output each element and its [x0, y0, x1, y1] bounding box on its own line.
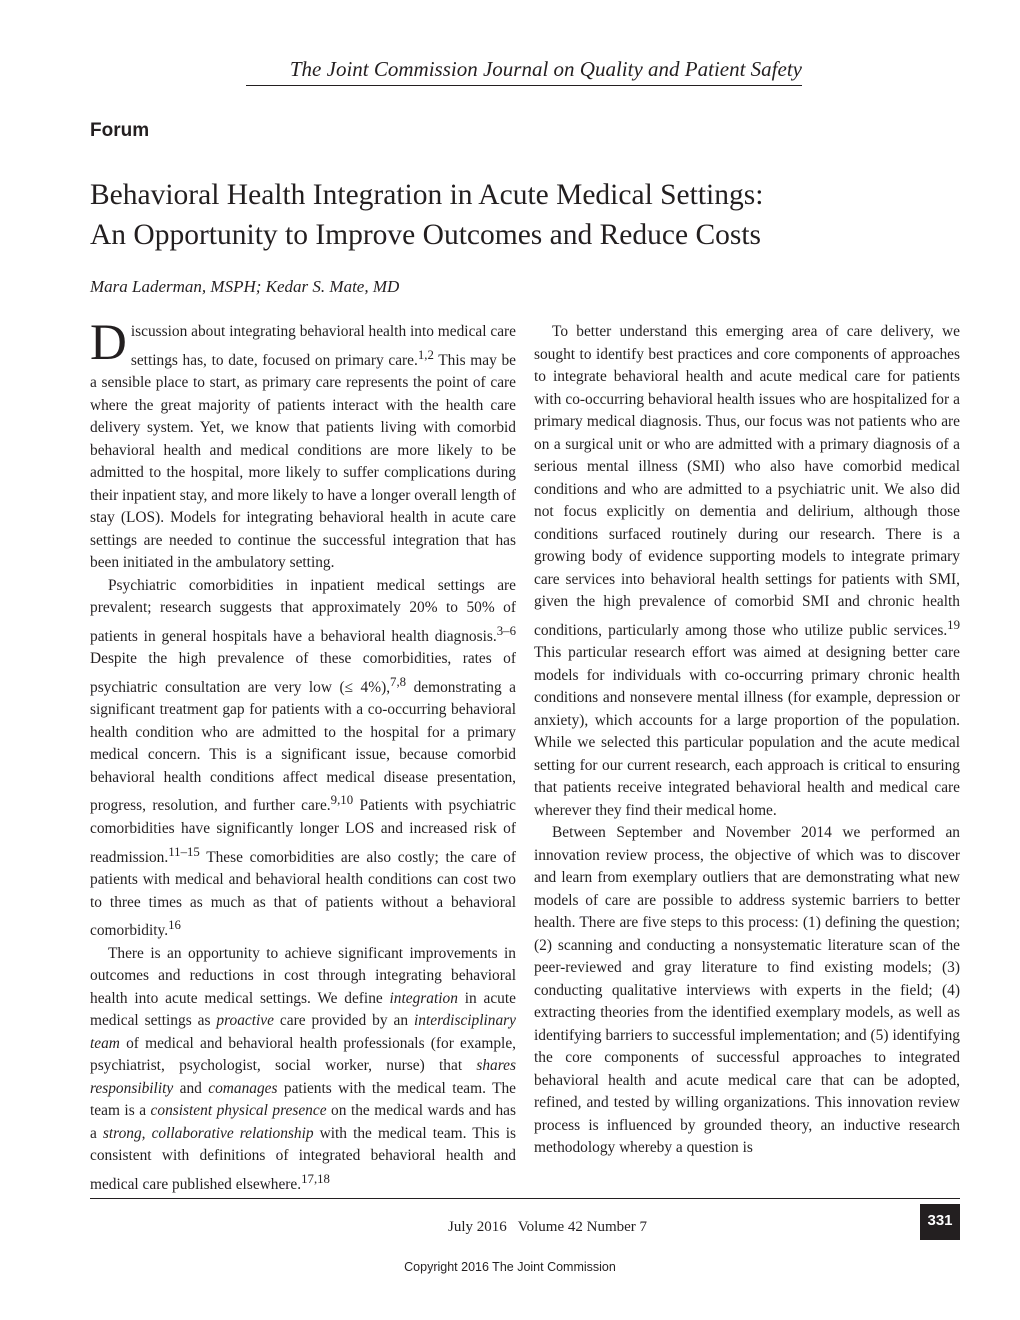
article-authors: Mara Laderman, MSPH; Kedar S. Mate, MD — [90, 277, 400, 296]
citation: 17,18 — [301, 1171, 330, 1186]
left-column — [90, 315, 517, 1196]
citation: 9,10 — [330, 793, 354, 808]
citation: 7,8 — [390, 674, 407, 689]
drop-cap: D — [90, 315, 127, 371]
citation: 1,2 — [417, 347, 434, 362]
section-label: Forum — [90, 120, 150, 141]
citation: 16 — [168, 918, 181, 933]
article-title — [90, 175, 950, 255]
paragraph-5: Between September and November 2014 we performed an innovation review process, the objective of which was to discover and learn from exemplary outliers that are demonstrating what new models of care are possible to address systemic barriers to better health. There are five steps to this process: (1) defining the question; (2) scanning and conducting a nonsystematic literature scan of the peer-reviewed and gray literature to find existing models; (3) conducting qualitative interviews with experts in the field; (4) extracting theories from the identified exemplary models, as well as identifying barriers to successful implementation; and (5) identifying the core components of successful approaches to integrated behavioral health and acute medical care that can be adopted, refined, and tested by willing organizations. This innovation review process is influenced by grounded theory, an inductive research methodology whereby a question is — [534, 824, 960, 1157]
paragraph-3: There is an opportunity to achieve significant improvements in outcomes and reductions in cost through integrating behavioral health into acute medical settings. We define integration in acute medical settings as proactive care provided by an interdisciplinary team of medical and behavioral health professionals (for example, psychiatrist, psychologist, social worker, nurse) that shares responsibility and comanages patients with the medical team. The team is a consistent physical presence on the medical wards and has a strong, collaborative relationship with the medical team. This is consistent with definitions of integrated behavioral health and medical care published elsewhere.$^{17,18}$ — [90, 944, 517, 1193]
paragraph-1: Discussion about integrating behavioral health into medical care settings has, to date, focused on primary care.$^{1,2}$ This may be a sensible place to start, as primary care represents the point of care where the great majority of patients interact with the health care delivery system. Yet, we know that patients living with comorbid behavioral health and medical conditions are more likely to be admitted to the hospital, more likely to suffer complications during their inpatient stay, and more likely to have a longer overall length of stay (LOS). Models for integrating behavioral health in acute care settings are needed to continue the successful integration that has been initiated in the ambulatory setting. — [90, 315, 516, 572]
citation: 11–15 — [168, 844, 200, 859]
copyright-notice: Copyright 2016 The Joint Commission — [404, 1260, 616, 1274]
article-title-line-2: An Opportunity to Improve Outcomes and Reduce Costs — [90, 219, 762, 251]
paragraph-2: Psychiatric comorbidities in inpatient medical settings are prevalent; research suggests that approximately 20% to 50% of patients in general hospitals have a behavioral health diagnosis.$^{3-6}$ Despite the high prevalence of these comorbidities, rates of psychiatric consultation are very low (≤ 4%),$^{7,8}$ demonstrating a significant treatment gap for patients with a co-occurring behavioral health condition who are admitted to the hospital for a primary medical concern. This is a significant issue, because comorbid behavioral health conditions affect medical disease presentation, progress, resolution, and further care.$^{9,10}$ Patients with psychiatric comorbidities have significantly longer LOS and increased risk of readmission.$^{11-15}$ These comorbidities are also costly; the care of patients with medical and behavioral health conditions can cost two to three times as much as that of patients without a behavioral comorbidity.$^{16}$ — [90, 576, 516, 940]
paragraph-4: To better understand this emerging area of care delivery, we sought to identify best practices and core components of approaches to integrate behavioral health and acute medical care for patients with co-occurring behavioral health issues who are hospitalized for a primary medical diagnosis. Thus, our focus was not patients who are on a surgical unit or who are admitted with a primary diagnosis of a serious mental illness (SMI) who also have comorbid medical conditions and who are admitted to a psychiatric unit. We also did not focus explicitly on dementia and delirium, although those conditions surfaced routinely during our research. There is a growing body of evidence supporting models to integrate primary care services into behavioral health settings for patients with SMI, given the high prevalence of comorbid SMI and chronic health conditions, particularly among those who utilize public services.$^{19}$ This particular research effort was aimed at designing better care models for individuals with co-occurring primary chronic health conditions and nonsevere mental illness (for example, depression or anxiety), which accounts for a large proportion of the population. While we selected this particular population and the acute medical setting for our current research, each approach is critical to ensuring that patients receive integrated behavioral health and medical care wherever they find their medical home. — [534, 323, 960, 819]
page-number: 331 — [920, 1204, 960, 1240]
citation: 19 — [947, 617, 960, 632]
journal-title: The Joint Commission Journal on Quality and Patient Safety — [246, 56, 802, 86]
issue-info: July 2016 Volume 42 Number 7 — [448, 1219, 648, 1235]
right-column — [534, 321, 960, 1160]
footer-rule — [90, 1198, 960, 1199]
article-title-line-1: Behavioral Health Integration in Acute Medical Settings: — [90, 179, 764, 211]
citation: 3–6 — [496, 623, 516, 638]
